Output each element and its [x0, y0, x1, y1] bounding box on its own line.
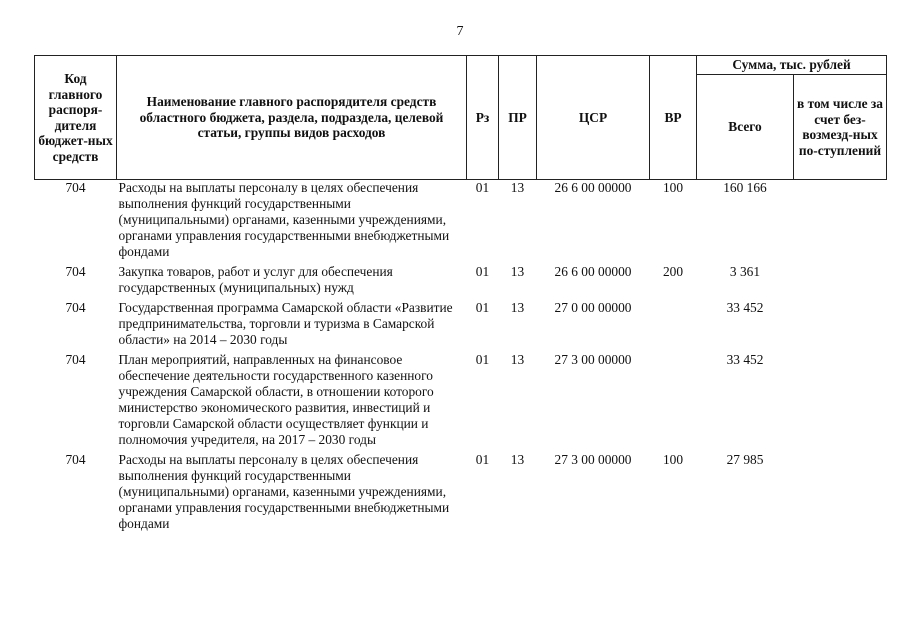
table-row [35, 300, 887, 352]
row-code: 704 [65, 352, 86, 367]
table-row [35, 180, 887, 265]
row-rz: 01 [475, 352, 490, 367]
header-sum-group: Сумма, тыс. рублей [697, 56, 887, 75]
row-pr: 13 [510, 264, 525, 279]
row-pr: 13 [510, 300, 525, 315]
row-total: 27 985 [726, 452, 764, 467]
row-vr: 100 [662, 180, 684, 195]
row-free [794, 264, 887, 300]
row-code: 704 [65, 300, 86, 315]
row-csr: 27 3 00 00000 [554, 352, 632, 367]
row-total: 160 166 [723, 180, 767, 195]
row-vr [650, 300, 697, 352]
row-rz: 01 [475, 264, 490, 279]
header-vr: ВР [650, 56, 697, 180]
row-total: 3 361 [729, 264, 761, 279]
row-free [794, 180, 887, 265]
header-rz: Рз [467, 56, 499, 180]
row-vr: 100 [662, 452, 684, 467]
page-number: 7 [456, 24, 464, 39]
row-pr: 13 [510, 352, 525, 367]
row-pr: 13 [510, 180, 525, 195]
table-header [35, 56, 887, 180]
row-vr [650, 352, 697, 452]
header-name: Наименование главного распорядителя средств областного бюджета, раздела, подраздела, целевой статьи, группы видов расходов [117, 56, 467, 180]
row-csr: 27 0 00 00000 [554, 300, 632, 315]
row-csr: 26 6 00 00000 [554, 180, 632, 195]
table-row [35, 264, 887, 300]
row-rz: 01 [475, 452, 490, 467]
header-csr: ЦСР [537, 56, 650, 180]
row-code: 704 [65, 264, 86, 279]
row-total: 33 452 [726, 352, 764, 367]
row-code: 704 [65, 180, 86, 195]
table-row [35, 352, 887, 452]
row-free [794, 452, 887, 536]
row-csr: 26 6 00 00000 [554, 264, 632, 279]
row-rz: 01 [475, 180, 490, 195]
row-code: 704 [65, 452, 86, 467]
row-name: Государственная программа Самарской области «Развитие предпринимательства, торговли и туризма в Самарской области» на 2014 – 2030 годы [118, 300, 453, 347]
row-total: 33 452 [726, 300, 764, 315]
row-name: Расходы на выплаты персоналу в целях обеспечения выполнения функций государственными (муниципальными) органами, казенными учреждениями, органами управления государственными внебюджетными фондами [118, 452, 450, 531]
row-csr: 27 3 00 00000 [554, 452, 632, 467]
row-free [794, 352, 887, 452]
row-pr: 13 [510, 452, 525, 467]
row-name: Расходы на выплаты персоналу в целях обеспечения выполнения функций государственными (муниципальными) органами, казенными учреждениями, органами управления государственными внебюджетными фондами [118, 180, 450, 259]
header-pr: ПР [499, 56, 537, 180]
header-total: Всего [697, 75, 794, 180]
header-free: в том числе за счет без-возмезд-ных по-ступлений [794, 75, 887, 180]
table-row [35, 452, 887, 536]
row-rz: 01 [475, 300, 490, 315]
row-name: План мероприятий, направленных на финансовое обеспечение деятельности государственного казенного учреждения Самарской области, в отношении которого министерство экономического развития, инвестиций и торговли Самарской области осуществляет функции и полномочия учредителя, на 2017 – 2030 годы [118, 352, 434, 447]
row-name: Закупка товаров, работ и услуг для обеспечения государственных (муниципальных) нужд [118, 264, 393, 295]
budget-table [34, 55, 887, 536]
table-body [35, 180, 887, 537]
row-vr: 200 [662, 264, 684, 279]
row-free [794, 300, 887, 352]
header-code: Код главного распоря-дителя бюджет-ных средств [35, 56, 117, 180]
